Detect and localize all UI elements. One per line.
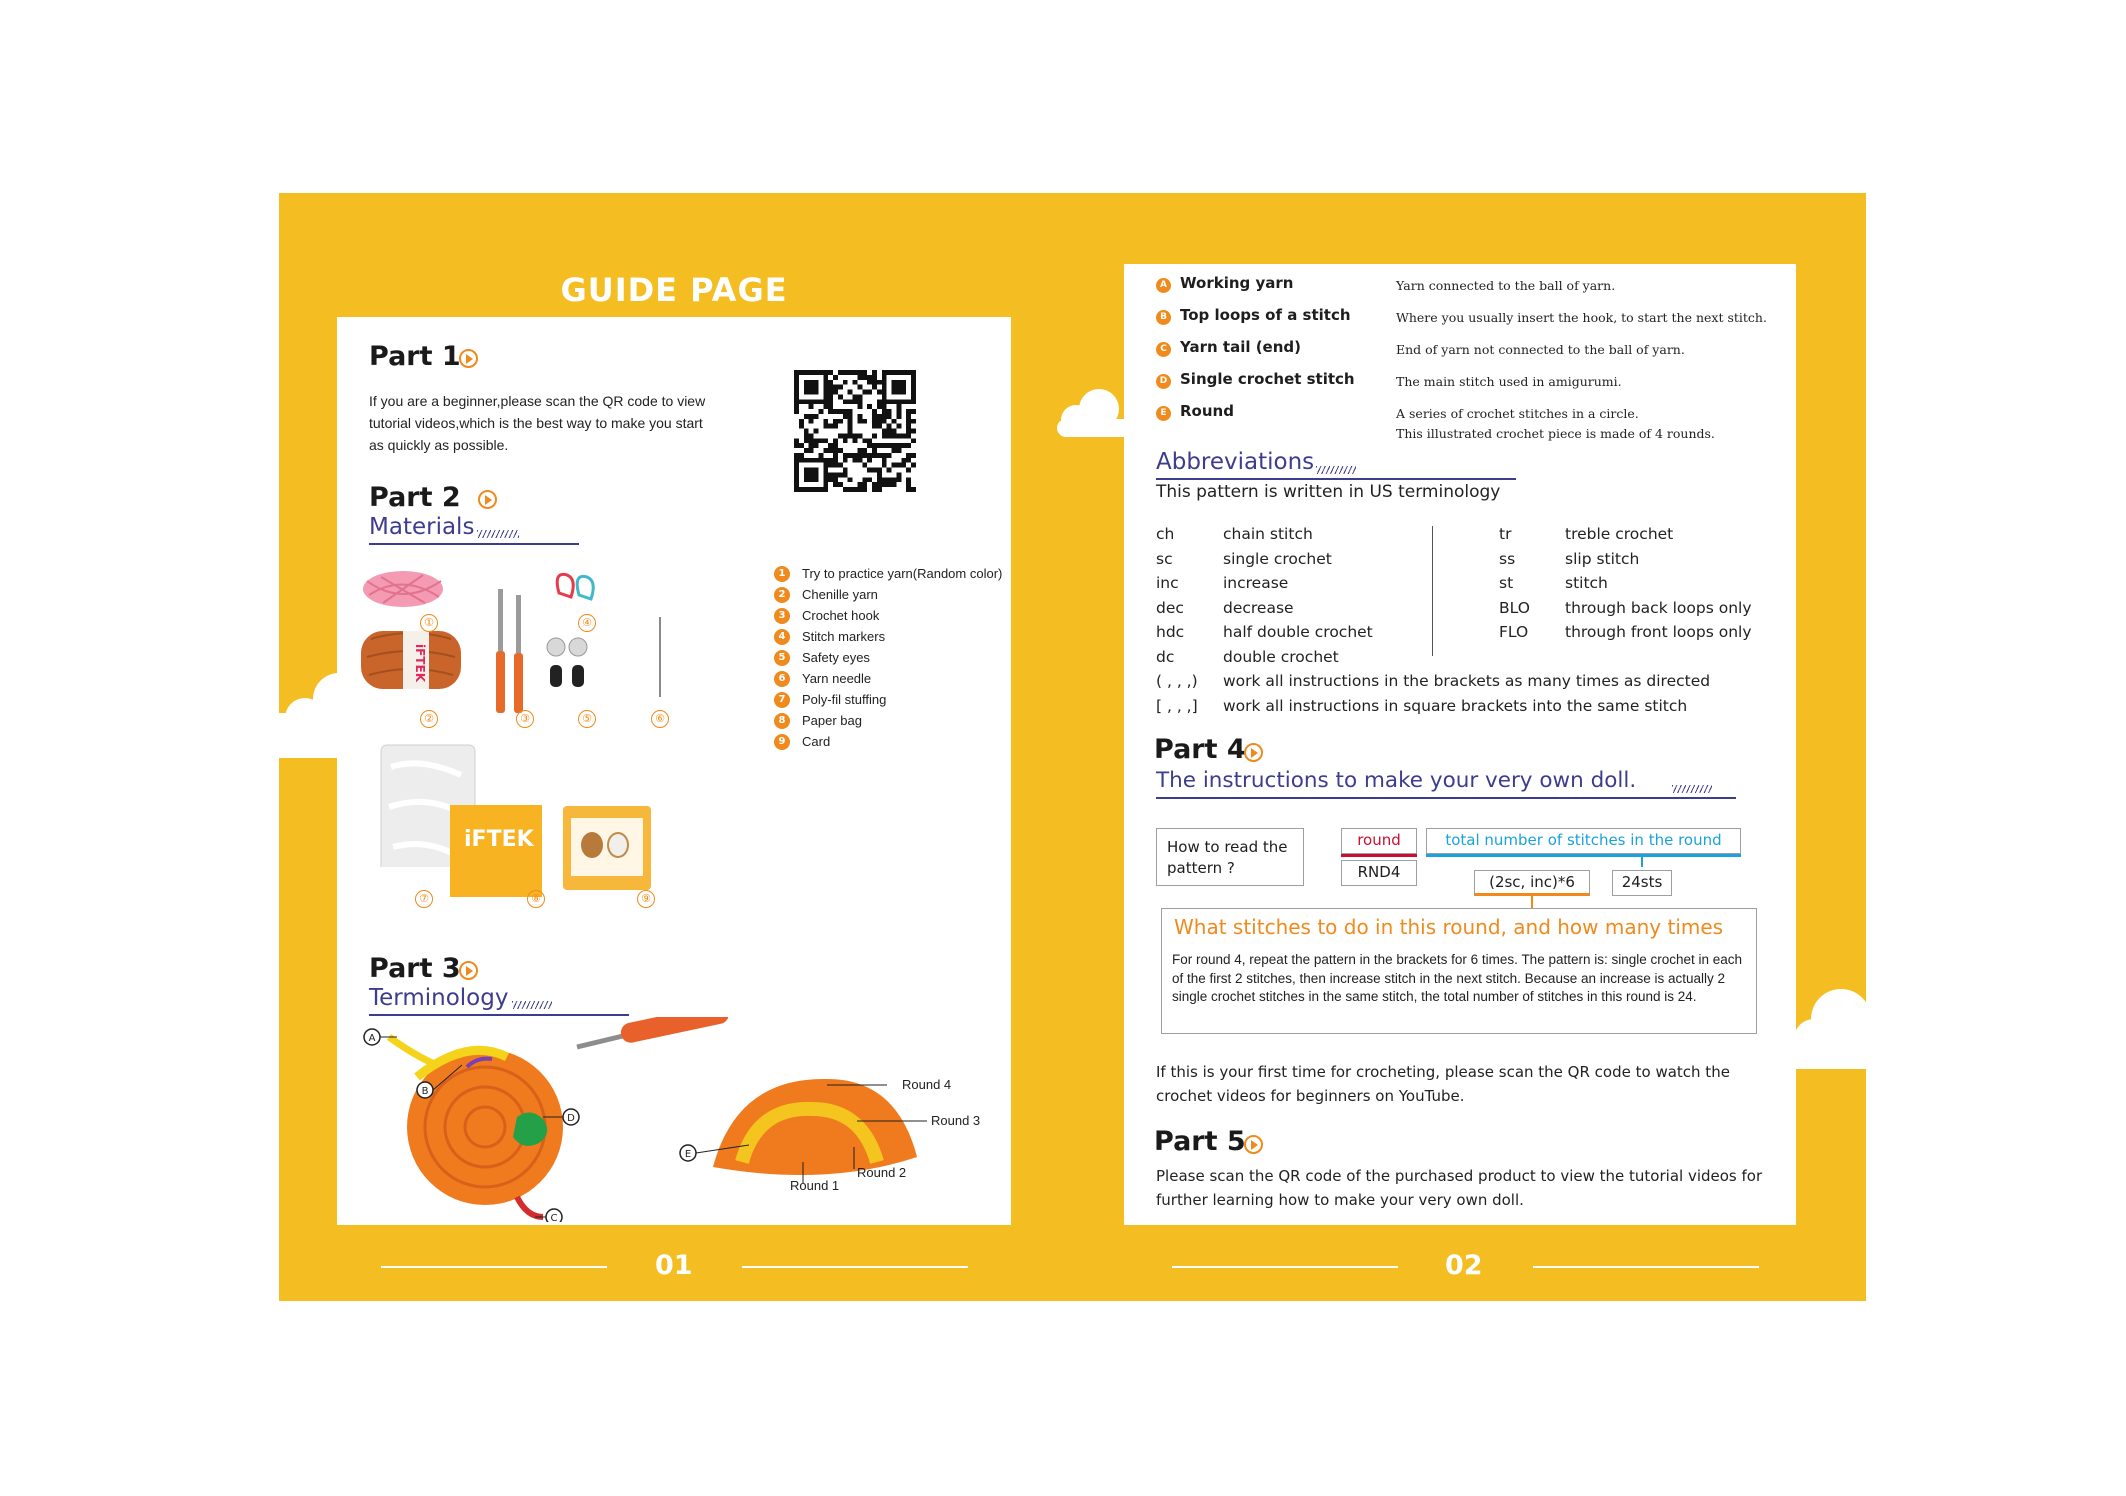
abbr-meaning: single crochet [1223,549,1332,568]
abbreviations-subheading: Abbreviations [1156,449,1315,475]
round-key-box [1341,828,1417,854]
photo-number-badge: ③ [516,710,534,728]
hatch-decoration [512,1001,552,1009]
photo-number-badge: ⑨ [637,890,655,908]
column-divider [1432,526,1433,656]
round-label: Round 1 [790,1178,840,1193]
abbr-meaning: stitch [1565,574,1608,592]
arrow-circle-icon [478,490,497,509]
term-row: C Yarn tail (end) End of yarn not connected to the ball of yarn. [1156,338,1776,362]
abbr-meaning: work all instructions in the brackets as many times as directed [1223,672,1711,690]
arrow-circle-icon [459,349,478,368]
abbr-code: dc [1156,647,1175,666]
paper-bag-photo [450,805,542,897]
materials-subheading: Materials [369,514,475,540]
part3-heading: Part 3 [369,953,461,984]
footer-rule [742,1266,968,1268]
abbr-meaning: through back loops only [1565,598,1752,617]
total-key-rule [1426,854,1741,857]
pattern-value-box [1474,870,1590,896]
abbr-code: BLO [1499,598,1530,617]
diagram-marker: A [368,1033,376,1044]
list-item: 1 Try to practice yarn(Random color) [774,565,1002,586]
explanation-title: What stitches to do in this round, and how many times [1174,915,1724,939]
pink-yarn-photo [363,571,443,607]
part1-heading: Part 1 [369,341,461,372]
diagram-marker: C [550,1213,558,1222]
abbr-meaning: half double crochet [1223,623,1373,641]
abbr-code: sc [1156,549,1173,568]
materials-list [774,565,1002,754]
rnd-value-box [1341,860,1417,886]
sts-value-box [1612,870,1672,896]
explanation-box [1161,908,1757,1034]
hatch-decoration [477,530,519,538]
list-item: 2 Chenille yarn [774,586,1002,607]
terminology-note: This pattern is written in US terminology [1156,482,1501,502]
safety-eyes-photo [547,638,587,687]
part5-heading: Part 5 [1154,1126,1246,1157]
abbr-code: inc [1156,574,1179,592]
term-row: B Top loops of a stitch Where you usually insert the hook, to start the next stitch. [1156,306,1776,330]
round-key-label: round [1357,831,1401,849]
guide-page-title: GUIDE PAGE [560,271,788,309]
round-key-rule [1341,854,1417,857]
abbr-code: FLO [1499,623,1529,641]
part4-underline [1156,797,1736,799]
pattern-value: (2sc, inc)*6 [1489,873,1575,891]
scan-note: If this is your first time for crocheting, please scan the QR code to watch the crochet videos for beginners on YouTube. [1156,1063,1730,1105]
round-label: Round 2 [857,1165,907,1180]
abbr-code: ch [1156,525,1175,543]
part4-subheading: The instructions to make your very own doll. [1156,768,1637,793]
right-page-card [1124,264,1796,1225]
arrow-circle-icon [1244,1135,1263,1154]
footer-rule [1533,1266,1759,1268]
part4-heading: Part 4 [1154,734,1246,765]
total-key-box [1426,828,1741,854]
photo-number-badge: ⑤ [578,710,596,728]
connector-line [1641,857,1643,867]
photo-number-badge: ① [420,614,438,632]
materials-underline [369,543,579,545]
crochet-hook-photo [496,589,523,713]
abbr-meaning: slip stitch [1565,549,1640,568]
rnd-value: RND4 [1357,863,1401,881]
abbr-meaning: double crochet [1223,647,1339,666]
page-number-left: 01 [655,1250,693,1281]
term-row: D Single crochet stitch The main stitch used in amigurumi. [1156,370,1776,394]
round-label: Round 4 [902,1077,952,1092]
stitch-markers-photo [557,574,593,599]
connector-line [1531,896,1533,908]
sts-value: 24sts [1621,873,1663,891]
arrow-circle-icon [1244,743,1263,762]
abbr-code: st [1499,574,1514,592]
terminology-subheading: Terminology [369,985,509,1011]
bag-brand-label: iFTEK [464,827,534,852]
diagram-marker: E [684,1149,692,1160]
abbr-meaning: decrease [1223,598,1294,617]
how-to-read-box [1156,828,1304,886]
part2-heading: Part 2 [369,482,461,513]
abbr-meaning: treble crochet [1565,525,1674,543]
left-page-card [337,317,1011,1225]
list-item: 3 Crochet hook [774,607,1002,628]
list-item: 8 Paper bag [774,712,1002,733]
terminology-underline [369,1014,629,1016]
photo-number-badge: ② [420,710,438,728]
list-item: 7 Poly-fil stuffing [774,691,1002,712]
crochet-terminology-diagram [357,1017,997,1222]
abbr-meaning: through front loops only [1565,623,1752,641]
photo-number-badge: ④ [578,614,596,632]
abbr-code: ss [1499,549,1516,568]
list-item: 4 Stitch markers [774,628,1002,649]
footer-rule [381,1266,607,1268]
term-row: E Round A series of crochet stitches in a circle. This illustrated crochet piece is made of 4 rounds. [1156,402,1776,446]
abbr-code: [ , , ,] [1156,696,1198,715]
list-item: 6 Yarn needle [774,670,1002,691]
abbr-code: hdc [1156,623,1185,641]
explanation-text: For round 4, repeat the pattern in the brackets for 6 times. The pattern is: single crochet in each of the first 2 stitches, then increase stitch in the next stitch. Because an increase is actually 2 single crochet stitches in the same stitch, the total number of stitches in this round is 24. [1172,952,1743,1004]
footer-rule [1172,1266,1398,1268]
how-to-read-label: How to read the pattern ? [1167,838,1288,877]
photo-number-badge: ⑧ [527,890,545,908]
part1-text: If you are a beginner,please scan the QR code to view tutorial videos,which is the best way to make you start as quickly as possible. [369,393,706,453]
hatch-decoration [1316,466,1356,474]
chenille-yarn-photo [361,631,461,689]
page-number-right: 02 [1445,1250,1483,1281]
yarn-needle-photo [657,617,663,697]
photo-number-badge: ⑦ [415,890,433,908]
abbr-meaning: chain stitch [1223,525,1313,543]
photo-number-badge: ⑥ [651,710,669,728]
abbr-meaning: work all instructions in square brackets into the same stitch [1223,696,1688,715]
abbr-code: tr [1499,525,1512,543]
booklet-spread [279,193,1866,1301]
term-row: A Working yarn Yarn connected to the ball of yarn. [1156,274,1776,298]
diagram-marker: B [421,1086,429,1097]
list-item: 9 Card [774,733,1002,754]
card-photo [563,806,651,890]
qr-code [794,370,916,492]
round-label: Round 3 [931,1113,981,1128]
abbr-code: dec [1156,598,1184,617]
abbr-code: ( , , ,) [1156,672,1198,690]
list-item: 5 Safety eyes [774,649,1002,670]
total-key-label: total number of stitches in the round [1445,831,1722,849]
yarn-brand-label: iFTEK [413,644,427,682]
diagram-marker: D [567,1113,575,1124]
hatch-decoration [1672,785,1712,793]
part5-text: Please scan the QR code of the purchased product to view the tutorial videos for further learning how to make your very own doll. [1156,1167,1763,1209]
abbr-meaning: increase [1223,574,1289,592]
arrow-circle-icon [459,961,478,980]
